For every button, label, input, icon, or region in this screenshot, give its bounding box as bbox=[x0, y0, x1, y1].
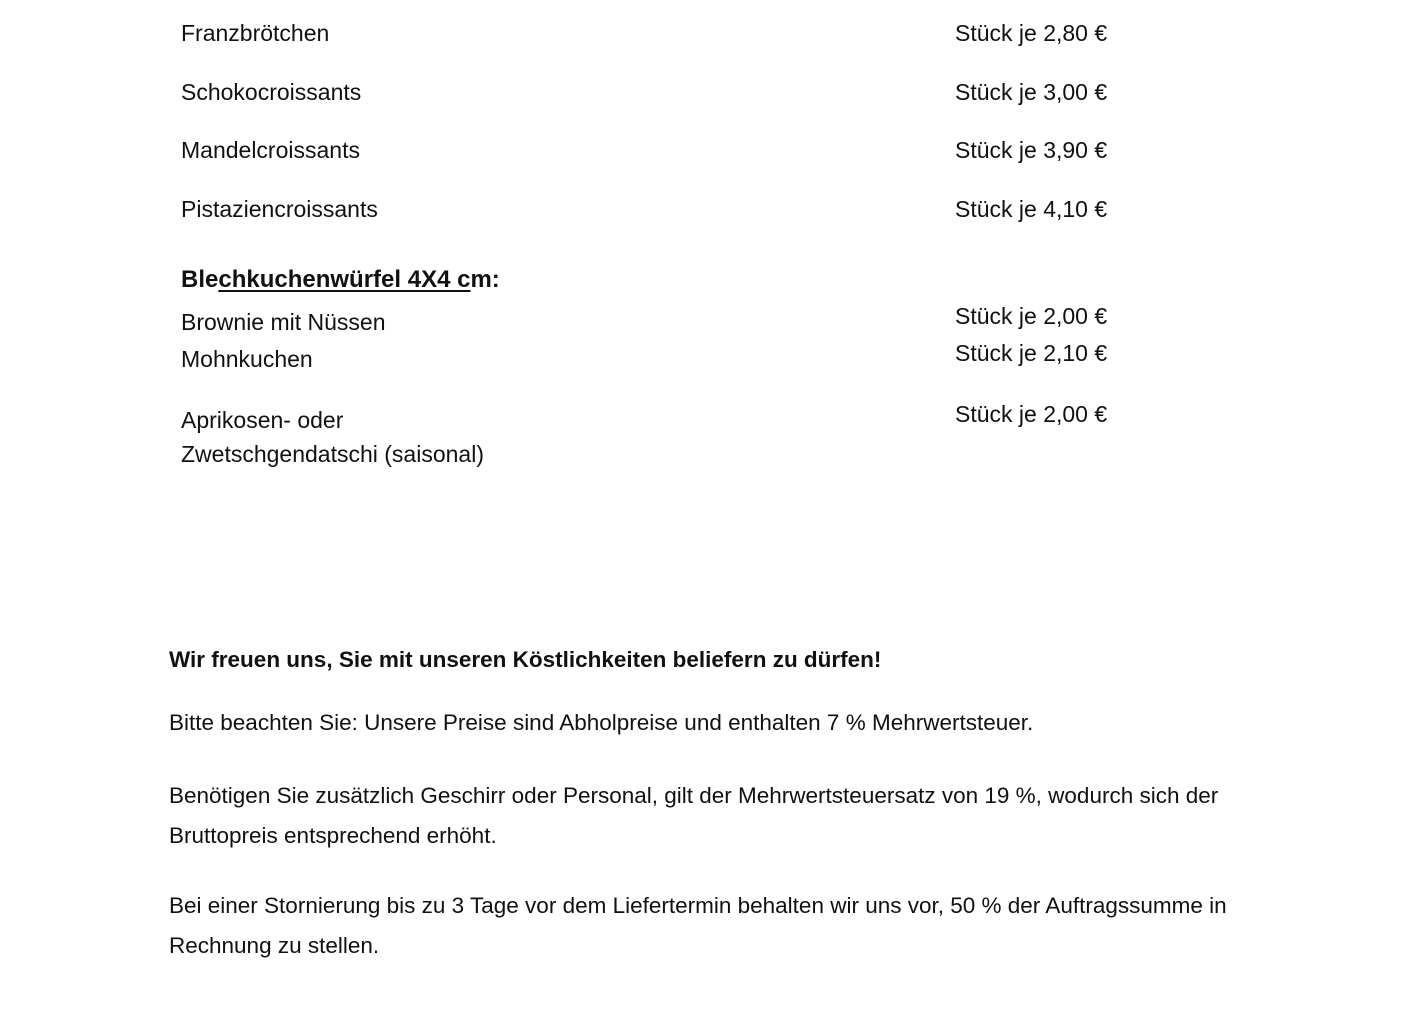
item-name-datschi-line2: Zwetschgendatschi (saisonal) bbox=[181, 441, 484, 467]
item-price-mohnkuchen: Stück je 2,10 € bbox=[955, 340, 1108, 366]
note-cancellation: Bei einer Stornierung bis zu 3 Tage vor dem Liefertermin behalten wir uns vor, 50 % der Auftragssumme in Rechnung zu stellen. bbox=[169, 893, 1227, 958]
item-price-datschi: Stück je 2,00 € bbox=[955, 401, 1108, 427]
item-name-mohnkuchen: Mohnkuchen bbox=[181, 346, 313, 372]
note-prices: Bitte beachten Sie: Unsere Preise sind Abholpreise und enthalten 7 % Mehrwertsteuer. bbox=[169, 710, 1034, 735]
section-heading bbox=[181, 266, 500, 294]
item-price-schokocroissants: Stück je 3,00 € bbox=[955, 79, 1108, 105]
item-price-brownie: Stück je 2,00 € bbox=[955, 303, 1108, 329]
closing-greeting: Wir freuen uns, Sie mit unseren Köstlichkeiten beliefern zu dürfen! bbox=[169, 647, 882, 672]
item-name-datschi-line1: Aprikosen- oder bbox=[181, 407, 344, 433]
section-heading-part3: m: bbox=[470, 266, 500, 293]
section-heading-underlined: chkuchenwürfel 4X4 c bbox=[218, 266, 471, 293]
item-name-brownie: Brownie mit Nüssen bbox=[181, 309, 386, 335]
note-vat: Benötigen Sie zusätzlich Geschirr oder Personal, gilt der Mehrwertsteuersatz von 19 %, wodurch sich der Bruttopreis entsprechend erhöht. bbox=[169, 783, 1219, 848]
item-name-schokocroissants: Schokocroissants bbox=[181, 79, 362, 105]
section-heading-part1: Ble bbox=[181, 266, 219, 293]
item-price-pistaziencroissants: Stück je 4,10 € bbox=[955, 196, 1108, 222]
item-name-franzbroetchen: Franzbrötchen bbox=[181, 20, 330, 46]
item-name-mandelcroissants: Mandelcroissants bbox=[181, 137, 360, 163]
item-name-pistaziencroissants: Pistaziencroissants bbox=[181, 196, 378, 222]
item-price-franzbroetchen: Stück je 2,80 € bbox=[955, 20, 1108, 46]
item-price-mandelcroissants: Stück je 3,90 € bbox=[955, 137, 1108, 163]
